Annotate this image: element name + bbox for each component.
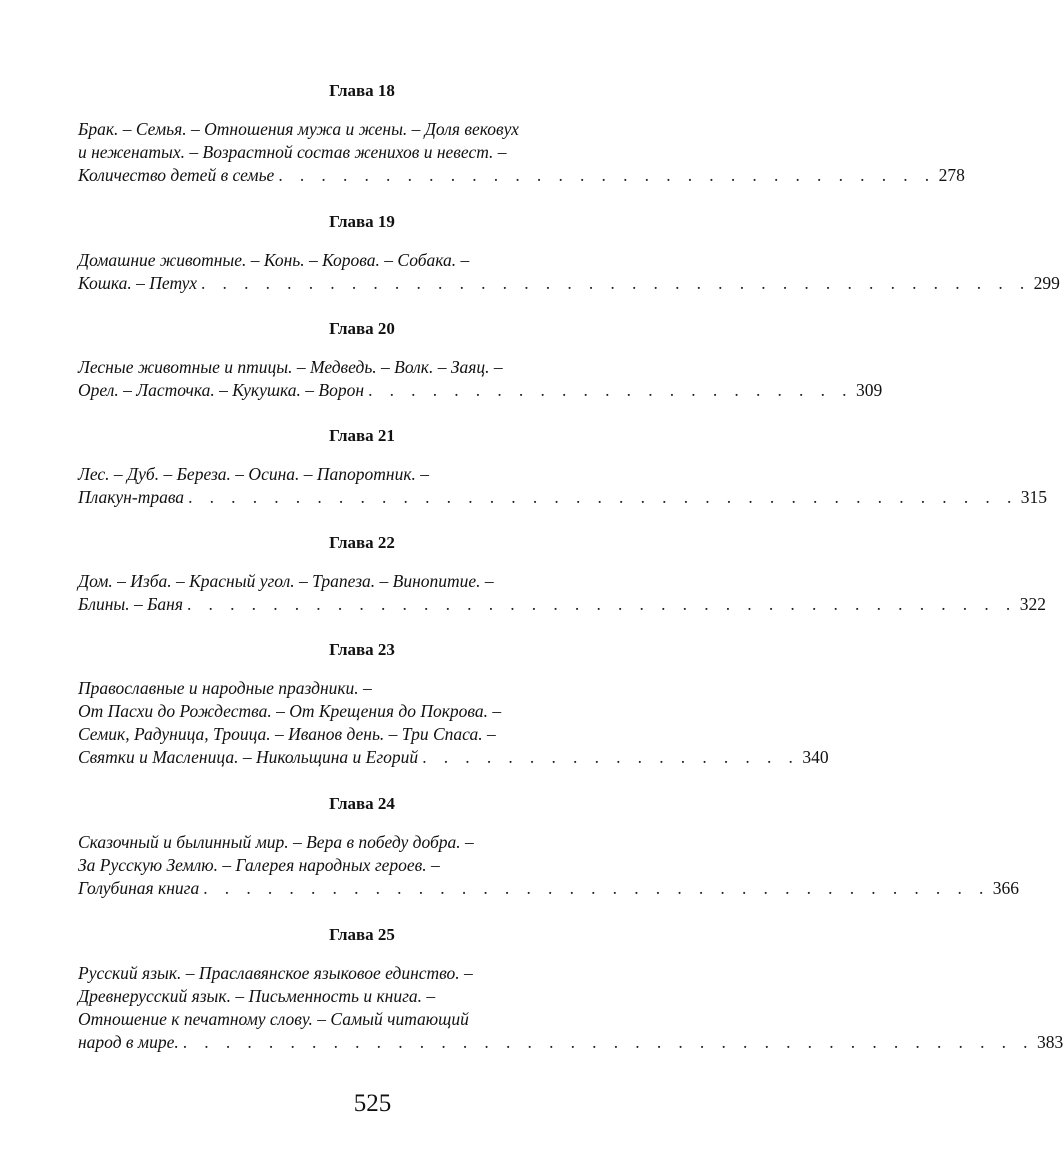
contents-last-line [78, 877, 1020, 900]
contents-line: Православные и народные праздники. – [78, 678, 372, 698]
contents-line: Дом. – Изба. – Красный угол. – Трапеза. – Винопитие. – [78, 571, 494, 591]
contents-line: народ в мире. [78, 1032, 179, 1052]
dot-leader: . . . . . . . . . . . . . . . . . . . . . . . . . . . . . . . . . . . . . [203, 878, 990, 898]
chapter-title: Глава 21 [329, 426, 395, 445]
chapter-25 [78, 925, 1063, 1054]
contents-line: Святки и Масленица. – Никольщина и Егорий [78, 747, 419, 767]
chapter-contents [78, 677, 829, 769]
dot-leader: . . . . . . . . . . . . . . . . . . . . . . . . . . . . . . . . . . . . . . . [187, 594, 1017, 614]
chapter-20 [78, 319, 883, 402]
chapter-contents [78, 831, 1020, 900]
contents-last-line [78, 593, 1046, 616]
page-number: 340 [802, 747, 829, 767]
contents-last-line [78, 272, 1060, 295]
chapter-contents [78, 962, 1063, 1054]
chapter-18 [78, 81, 965, 187]
contents-last-line [78, 486, 1047, 509]
contents-line: За Русскую Землю. – Галерея народных героев. – [78, 855, 440, 875]
contents-line: Семик, Радуница, Троица. – Иванов день. – Три Спаса. – [78, 724, 496, 744]
contents-line: Голубиная книга [78, 878, 200, 898]
chapter-contents [78, 249, 1060, 295]
contents-line: и неженатых. – Возрастной состав женихов и невест. – [78, 142, 507, 162]
chapter-contents [78, 118, 965, 187]
contents-line: Русский язык. – Праславянское языковое единство. – [78, 963, 473, 983]
chapter-contents [78, 570, 1046, 616]
page-number: 315 [1020, 487, 1047, 507]
contents-line: Орел. – Ласточка. – Кукушка. – Ворон [78, 380, 365, 400]
contents-line: Количество детей в семье [78, 165, 275, 185]
page-number-footer: 525 [353, 1090, 392, 1117]
dot-leader: . . . . . . . . . . . . . . . . . . . . . . . [368, 380, 853, 400]
page-number: 278 [938, 165, 965, 185]
page-number: 309 [855, 380, 883, 400]
contents-line: Блины. – Баня [78, 594, 183, 614]
contents-line: Древнерусский язык. – Письменность и книга. – [78, 986, 436, 1006]
chapter-title: Глава 19 [329, 212, 395, 231]
dot-leader: . . . . . . . . . . . . . . . . . . [422, 747, 800, 767]
contents-line: Отношение к печатному слову. – Самый читающий [78, 1009, 469, 1029]
contents-last-line [78, 746, 829, 769]
contents-last-line [78, 1031, 1063, 1054]
chapter-title: Глава 24 [329, 794, 395, 813]
dot-leader: . . . . . . . . . . . . . . . . . . . . . . . . . . . . . . . [278, 165, 936, 185]
contents-line: Брак. – Семья. – Отношения мужа и жены. – Доля вековух [78, 119, 519, 139]
chapter-19 [78, 212, 1060, 295]
dot-leader: . . . . . . . . . . . . . . . . . . . . . . . . . . . . . . . . . . . . . . . . [182, 1032, 1034, 1052]
dot-leader: . . . . . . . . . . . . . . . . . . . . . . . . . . . . . . . . . . . . . . . [188, 487, 1018, 507]
chapter-contents [78, 463, 1047, 509]
dot-leader: . . . . . . . . . . . . . . . . . . . . . . . . . . . . . . . . . . . . . . . [200, 273, 1031, 293]
contents-line: Сказочный и былинный мир. – Вера в победу добра. – [78, 832, 474, 852]
chapter-title: Глава 18 [329, 81, 395, 100]
contents-last-line [78, 379, 883, 402]
chapter-24 [78, 794, 1020, 900]
contents-last-line [78, 164, 965, 187]
chapter-title: Глава 20 [329, 319, 395, 338]
page-number: 299 [1033, 273, 1060, 293]
chapter-22 [78, 533, 1046, 616]
contents-line: Плакун-трава [78, 487, 185, 507]
chapter-title: Глава 23 [329, 640, 395, 659]
chapter-title: Глава 25 [329, 925, 395, 944]
chapter-contents [78, 356, 883, 402]
chapter-23 [78, 640, 829, 769]
contents-line: Лесные животные и птицы. – Медведь. – Волк. – Заяц. – [78, 357, 503, 377]
contents-line: Домашние животные. – Конь. – Корова. – Собака. – [78, 250, 470, 270]
page-number: 322 [1019, 594, 1046, 614]
contents-line: Кошка. – Петух [78, 273, 197, 293]
chapter-title: Глава 22 [329, 533, 395, 552]
contents-line: От Пасхи до Рождества. – От Крещения до Покрова. – [78, 701, 502, 721]
contents-line: Лес. – Дуб. – Береза. – Осина. – Папоротник. – [78, 464, 430, 484]
chapter-21 [78, 426, 1047, 509]
page-number: 383 [1036, 1032, 1063, 1052]
page-number: 366 [992, 878, 1020, 898]
